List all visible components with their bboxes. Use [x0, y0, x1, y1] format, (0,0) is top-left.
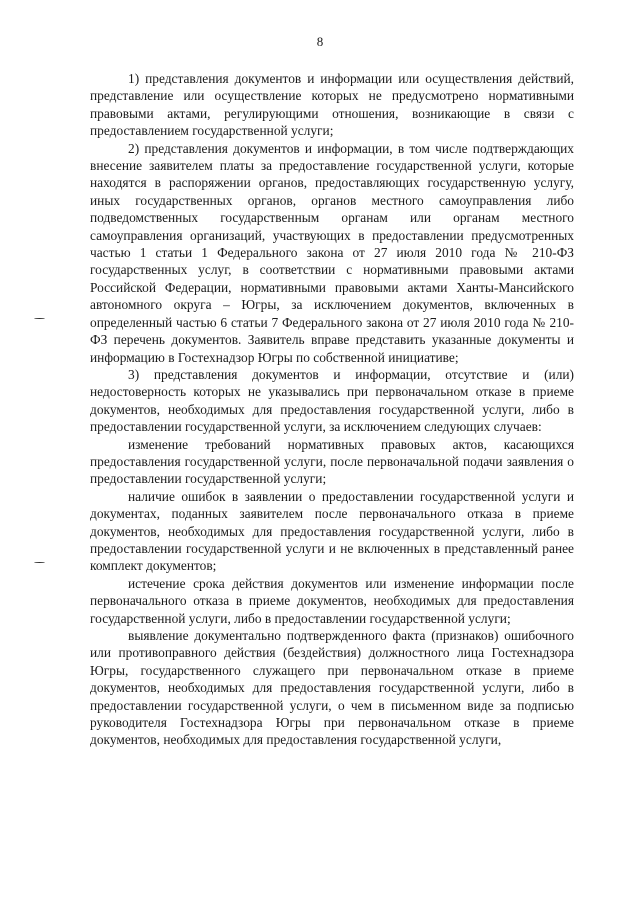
page-number: 8 — [316, 34, 324, 49]
paragraph: 1) представления документов и информации или осуществления действий, представление или осуществление которых не предусмотрено нормативными правовыми актами, регулирующими отношения, возникающие в связи с предоставлением государственной услуги; — [90, 71, 574, 139]
paragraph: 2) представления документов и информации, в том числе подтверждающих внесение заявителем платы за предоставление государственной услуги, которые находятся в распоряжении органов, предоставляющих государственную услугу, иных государственных органов, органов местного самоуправления либо подведомственных государственным органам или органам местного самоуправления организаций, участвующих в предоставлении предусмотренных частью 1 статьи 1 Федерального закона от 27 июля 2010 года № 210-ФЗ государственных услуг, в соответствии с нормативными правовыми актами Российской Федерации, нормативными правовыми актами Ханты-Мансийского автономного округа – Югры, за исключением документов, включенных в определенный частью 6 статьи 7 Федерального закона от 27 июля 2010 года № 210-ФЗ перечень документов. Заявитель вправе представить указанные документы и информацию в Гостехнадзор Югры по собственной инициативе; — [90, 140, 574, 365]
paragraph: выявление документально подтвержденного факта (признаков) ошибочного или противоправного действия (бездействия) должностного лица Гостехнадзора Югры, государственного служащего при первоначальном отказе в приеме документов, необходимых для предоставления государственной услуги, либо в предоставлении государственной услуги, о чем в письменном виде за подписью руководителя Гостехнадзора Югры при первоначальном отказе в приеме документов, необходимых для предоставления государственной услуги, — [90, 628, 574, 748]
paragraph: изменение требований нормативных правовых актов, касающихся предоставления государственной услуги, после первоначальной подачи заявления о предоставлении государственной услуги; — [90, 436, 574, 487]
paragraph: 3) представления документов и информации, отсутствие и (или) недостоверность которых не указывались при первоначальном отказе в приеме документов, необходимых для предоставления государственной услуги, либо в предоставлении государственной услуги, за исключением следующих случаев: — [90, 366, 574, 435]
paragraph: наличие ошибок в заявлении о предоставлении государственной услуги и документах, поданных заявителем после первоначального отказа в приеме документов, необходимых для предоставления государственной услуги, либо в предоставлении государственной услуги и не включенных в представленный ранее комплект документов; — [90, 488, 574, 574]
paragraph: истечение срока действия документов или изменение информации после первоначального отказа в приеме документов, необходимых для предоставления государственной услуги, либо в предоставлении государственной услуги; — [90, 575, 574, 626]
margin-mark — [34, 562, 45, 564]
document-body — [90, 70, 574, 749]
margin-mark — [34, 318, 45, 320]
